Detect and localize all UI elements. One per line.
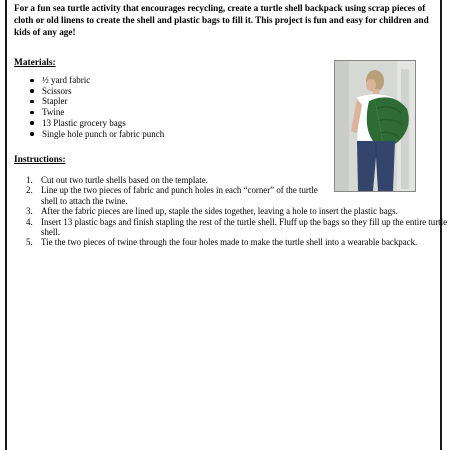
materials-list [26,75,164,139]
instruction-step [14,185,321,206]
step-number: 2. [26,185,33,196]
step-text: Cut out two turtle shells based on the template. [41,175,208,185]
page-left-border [5,0,7,450]
document-content [14,2,448,248]
photo-person-wearing-turtle-shell-backpack-icon [335,61,415,191]
step-text: Tie the two pieces of twine through the four holes made to make the turtle shell into a wearable backpack. [41,237,418,248]
instruction-step [14,217,450,238]
materials-list-item: ½ yard fabric [26,75,164,86]
materials-list-item: Single hole punch or fabric punch [26,129,164,140]
turtle-backpack-photo [334,60,416,192]
instruction-step [14,206,441,216]
step-number: 1. [26,175,33,185]
materials-list-item: 13 Plastic grocery bags [26,118,164,129]
intro-paragraph: For a fun sea turtle activity that encourages recycling, create a turtle shell backpack using scrap pieces of cloth or old linens to create the shell and plastic bags to fill it. This project is fun and easy for children and kids of any age! [14,3,429,38]
instruction-step [14,237,441,247]
instructions-list [14,175,450,248]
step-number: 3. [26,206,33,217]
step-text: After the fabric pieces are lined up, staple the sides together, leaving a hole to insert the plastic bags. [41,206,398,217]
materials-list-item: Scissors [26,86,164,97]
step-number: 4. [26,216,33,227]
materials-list-item: Twine [26,107,164,118]
step-text: Insert 13 plastic bags and finish stapling the rest of the turtle shell. Fluff up the bags so they fill up the entire turtle shell. [41,216,448,238]
step-text: Line up the two pieces of fabric and punch holes in each “corner” of the turtle shell to attach the twine. [41,185,318,206]
materials-list-item: Stapler [26,96,164,107]
instruction-step [14,175,321,185]
instructions-heading: Instructions: [14,155,66,165]
step-number: 5. [26,237,33,248]
materials-heading: Materials: [14,58,56,68]
